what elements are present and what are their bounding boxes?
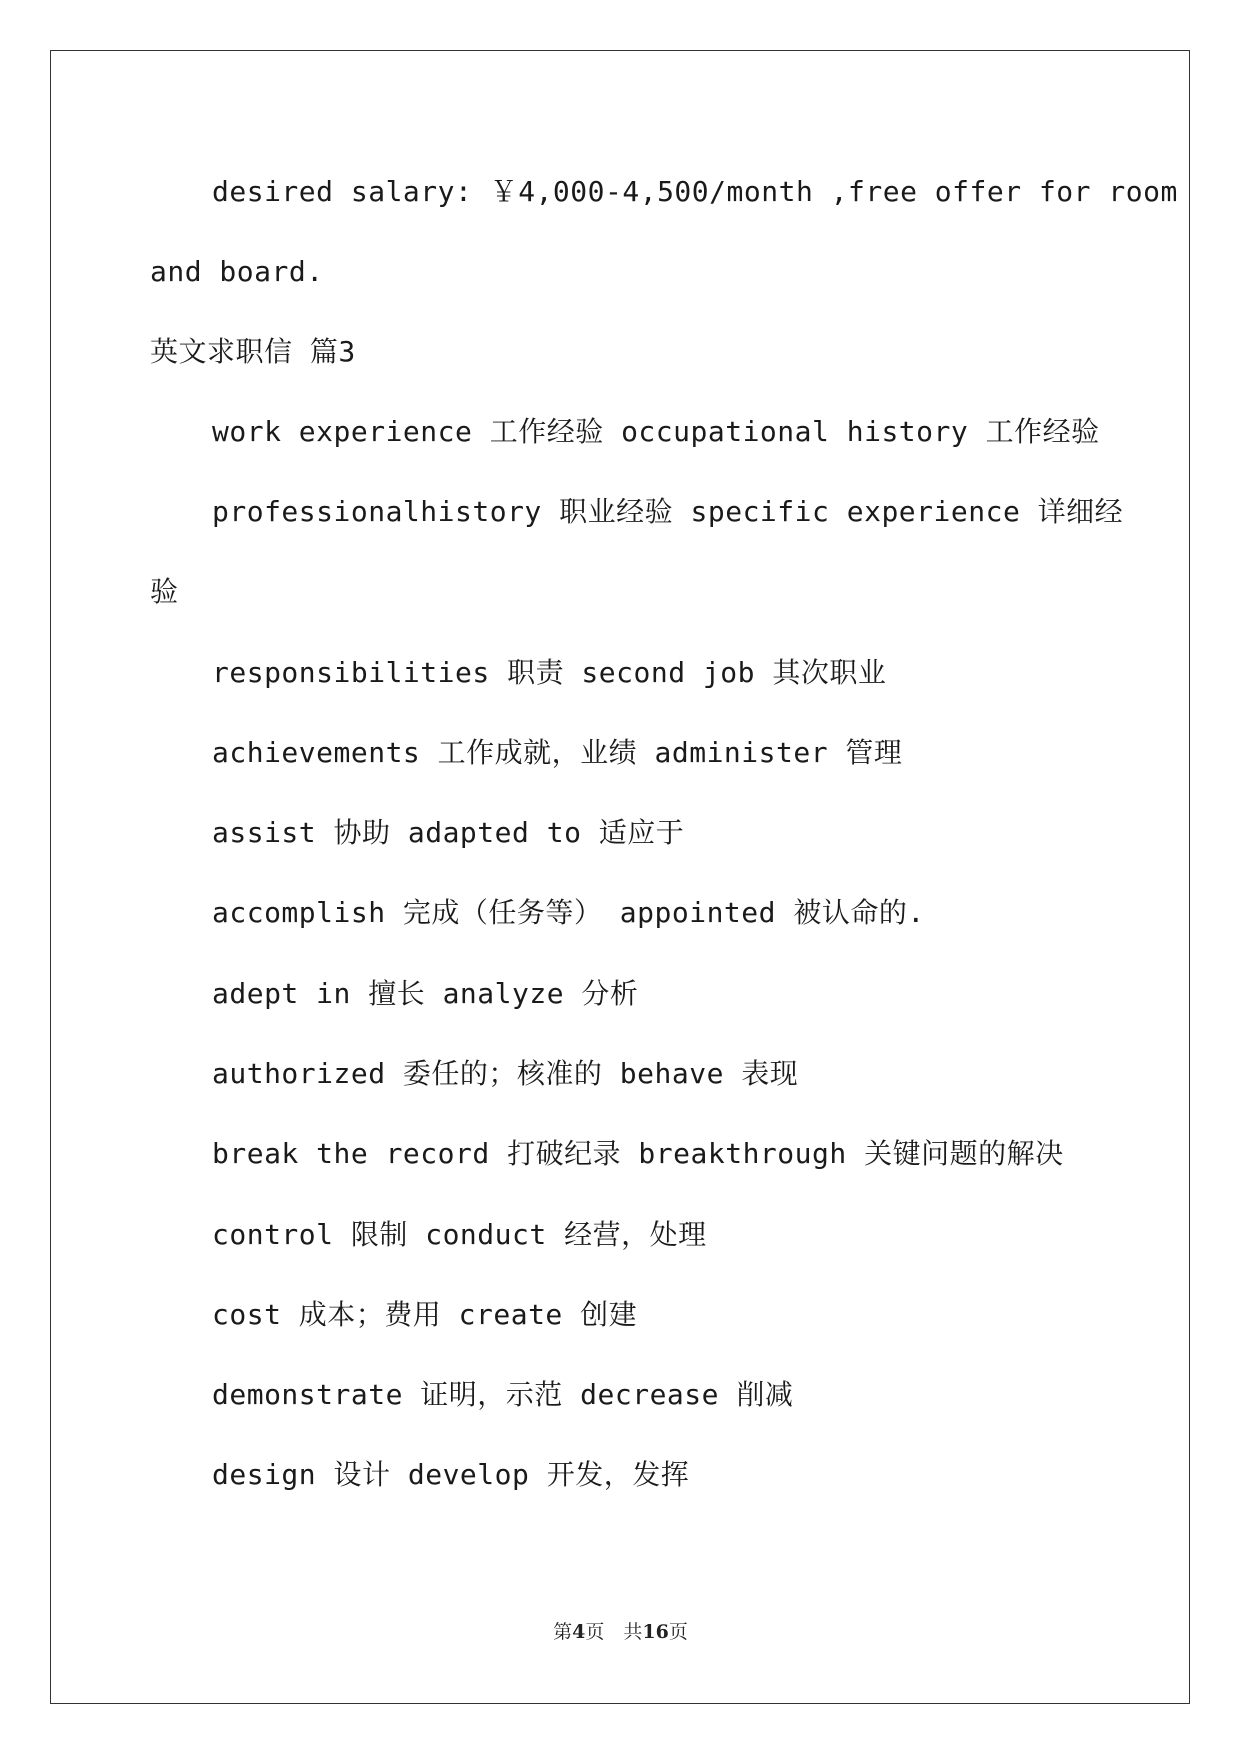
body-line: responsibilities 职责 second job 其次职业 bbox=[212, 656, 887, 689]
page-footer bbox=[0, 1617, 1241, 1644]
body-line: adept in 擅长 analyze 分析 bbox=[212, 977, 639, 1010]
section-heading: 英文求职信 篇3 bbox=[150, 335, 356, 368]
body-line: assist 协助 adapted to 适应于 bbox=[212, 816, 685, 849]
current-page-number: 4 bbox=[572, 1621, 586, 1643]
body-line: control 限制 conduct 经营，处理 bbox=[212, 1218, 707, 1251]
page-border bbox=[50, 50, 1190, 1704]
body-line: cost 成本；费用 create 创建 bbox=[212, 1298, 638, 1331]
body-line: demonstrate 证明，示范 decrease 削减 bbox=[212, 1378, 794, 1411]
body-line: break the record 打破纪录 breakthrough 关键问题的解决 bbox=[212, 1137, 1064, 1170]
body-line: and board. bbox=[150, 255, 324, 288]
body-line: accomplish 完成（任务等） appointed 被认命的. bbox=[212, 896, 925, 929]
body-line: professionalhistory 职业经验 specific experience 详细经 bbox=[212, 495, 1124, 528]
body-line: authorized 委任的；核准的 behave 表现 bbox=[212, 1057, 799, 1090]
footer-prefix: 第 bbox=[553, 1621, 573, 1643]
total-pages-number: 16 bbox=[642, 1621, 669, 1643]
body-line: achievements 工作成就，业绩 administer 管理 bbox=[212, 736, 903, 769]
body-line: desired salary: ￥4,000-4,500/month ,free offer for room bbox=[212, 175, 1178, 208]
body-line: design 设计 develop 开发，发挥 bbox=[212, 1458, 690, 1491]
body-line: work experience 工作经验 occupational history 工作经验 bbox=[212, 415, 1100, 448]
footer-middle: 页 共 bbox=[585, 1621, 643, 1643]
body-line: 验 bbox=[150, 575, 179, 608]
footer-suffix: 页 bbox=[668, 1621, 688, 1643]
